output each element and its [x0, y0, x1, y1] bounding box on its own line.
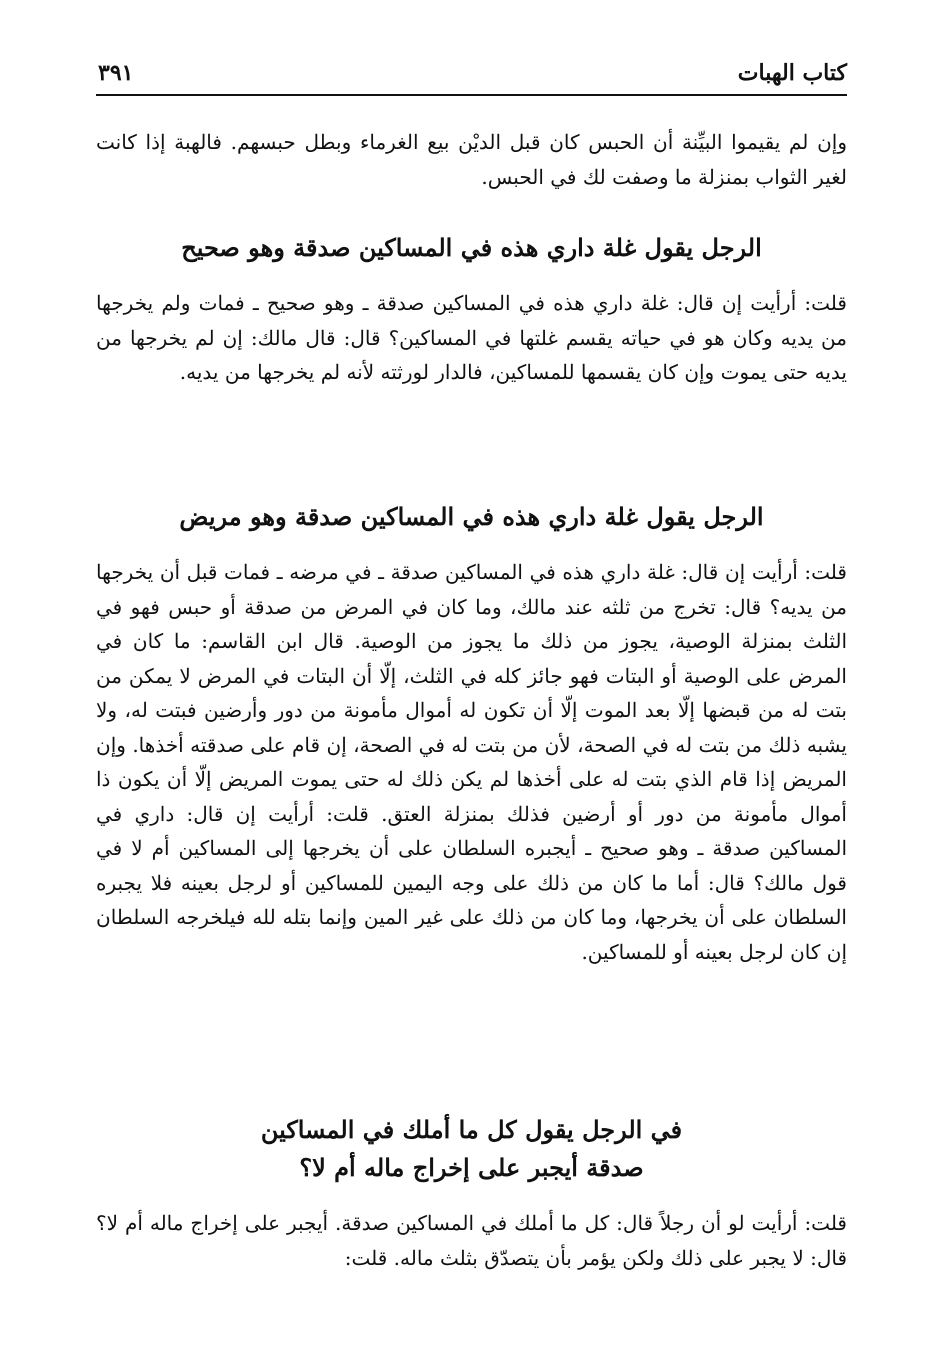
paragraph-all-property: قلت: أرأيت لو أن رجلاً قال: كل ما أملك في المساكين صدقة. أيجبر على إخراج ماله أم لا؟ قال: لا يجبر على ذلك ولكن يؤمر بأن يتصدّق بثلث ماله. قلت: [96, 1211, 847, 1270]
heading-line: الرجل يقول غلة داري هذه في المساكين صدقة وهو صحيح [181, 233, 762, 262]
section-heading-healthy [96, 229, 847, 267]
section-heading-all-property [96, 1111, 847, 1187]
book-title: كتاب الهبات [737, 60, 847, 86]
heading-line: في الرجل يقول كل ما أملك في المساكين [260, 1115, 683, 1144]
running-header [96, 56, 847, 96]
page-number: ٣٩١ [98, 60, 134, 86]
paragraph-sick-charity: قلت: أرأيت إن قال: غلة داري هذه في المساكين صدقة ـ في مرضه ـ فمات قبل أن يخرجها من يديه؟ قال: تخرج من ثلثه عند مالك، وما كان في المرض من صدقة أو حبس فهو في الثلث بمنزلة الوصية، يجوز من ذلك ما يجوز من الوصية. قال ابن القاسم: ما كان في المرض على الوصية أو البتات فهو جائز كله في الثلث، إلّا أن البتات في المرض لا يمكن من بتت له من قبضها إلّا بعد الموت إلّا أن تكون له أموال مأمونة من دور وأرضين فبتت له، ولا يشبه ذلك من بتت له في الصحة، لأن من بتت له في الصحة، إن قام على صدقته أخذها. وإن المريض إذا قام الذي بتت له على أخذها لم يكن ذلك له حتى يموت المريض إلّا أن يكون ذا أموال مأمونة من دور أو أرضين فذلك بمنزلة العتق. قلت: أرأيت إن قال: داري في المساكين صدقة ـ وهو صحيح ـ أيجبره السلطان على أن يخرجها إلى المساكين أم لا في قول مالك؟ قال: أما ما كان من ذلك على وجه اليمين للمساكين أو لرجل بعينه فلا يجبره السلطان على أن يخرجها، وما كان من ذلك على غير المين وإنما بتله لله فيلخرجه السلطان إن كان لرجل بعينه أو للمساكين. [96, 560, 848, 964]
heading-line: صدقة أيجبر على إخراج ماله أم لا؟ [299, 1153, 644, 1182]
section-heading-sick [96, 498, 847, 536]
heading-line: الرجل يقول غلة داري هذه في المساكين صدقة وهو مريض [179, 502, 764, 531]
paragraph-healthy-charity: قلت: أرأيت إن قال: غلة داري هذه في المساكين صدقة ـ وهو صحيح ـ فمات ولم يخرجها من يديه وكان هو في حياته يقسم غلتها في المساكين؟ قال: قال مالك: إن لم يخرجها من يديه حتى يموت وإن كان يقسمها للمساكين، فالدار لورثته لأنه لم يخرجها من يديه. [96, 291, 847, 384]
paragraph-habs-continuation: وإن لم يقيموا البيِّنة أن الحبس كان قبل الديْن بيع الغرماء وبطل حبسهم. فالهبة إذا كانت لغير الثواب بمنزلة ما وصفت لك في الحبس. [96, 130, 847, 189]
